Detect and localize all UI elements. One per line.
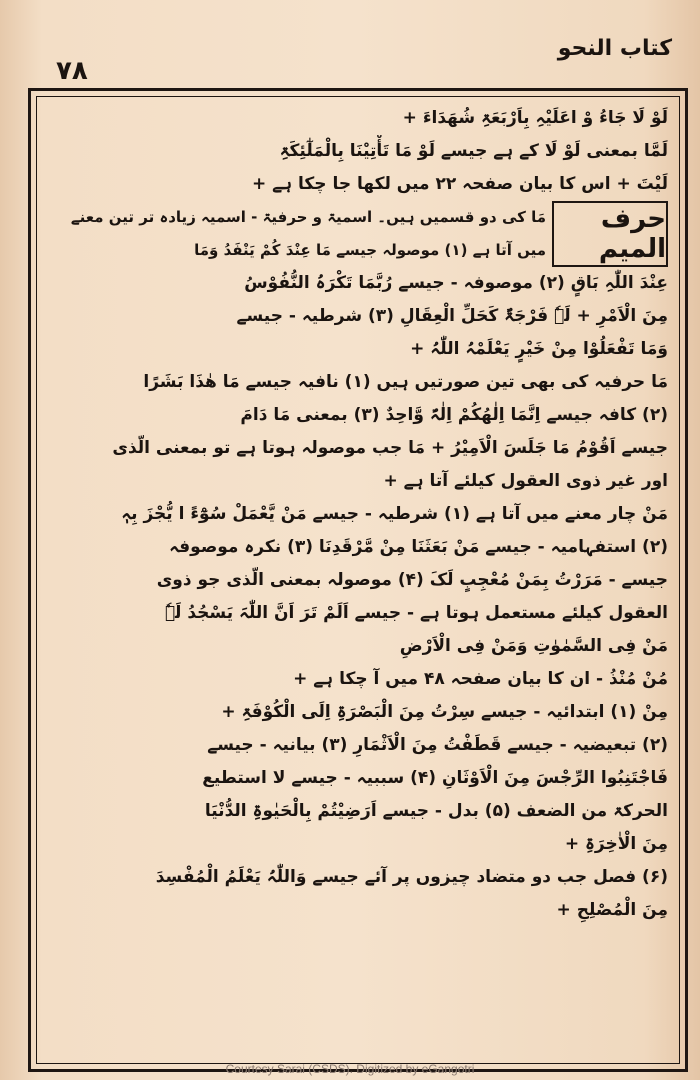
text-line: لَیْتَ + اس کا بیان صفحہ ۲۲ میں لکھا جا چکا ہے +	[252, 174, 668, 194]
text-line: (۲) تبعیضیہ - جیسے قَطَفْتُ مِنَ الْاَثْمَارِ (۳) بیانیہ - جیسے	[207, 735, 668, 755]
book-title: کتاب النحو	[557, 36, 672, 61]
text-line: الحرکۃ من الضعف (۵) بدل - جیسے اَرَضِیْتُمْ بِالْحَیٰوۃِ الدُّنْیَا	[204, 801, 668, 821]
text-line: جیسے اَقُوْمُ مَا جَلَسَ الْاَمِیْرُ + مَا جب موصولہ ہوتا ہے تو بمعنی الّذی	[112, 438, 668, 458]
section-heading-row	[44, 201, 668, 267]
page-number: ۷۸	[56, 56, 88, 86]
text-line: مِنَ الْاٰخِرَۃِ +	[564, 834, 668, 854]
section-heading-box: حرف المیم	[552, 201, 668, 267]
heading-side-text	[44, 201, 546, 267]
text-line: عِنْدَ اللّٰہِ بَاقٍ (۲) موصوفہ - جیسے رُبَّمَا تَکْرَہُ النُّفُوْسُ	[244, 273, 668, 293]
text-line: میں آتا ہے (۱) موصولہ جیسے مَا عِنْدَ کُمْ یَنْفَدُ وَمَا	[194, 241, 546, 259]
digitization-credit: Courtesy Sarai (CSDS). Digitized by eGangotri	[225, 1062, 475, 1076]
text-line: العقول کیلئے مستعمل ہوتا ہے - جیسے اَلَمْ تَرَ اَنَّ اللّٰہَ یَسْجُدُ لَہٗ	[164, 603, 668, 623]
text-line: لَمَّا بمعنی لَوْ لَا کے ہے جیسے لَوْ مَا تَأْتِیْنَا بِالْمَلٰٓئِکَۃِ	[279, 141, 668, 161]
text-line: فَاجْتَنِبُوا الرِّجْسَ مِنَ الْاَوْثَانِ (۴) سببیہ - جیسے لا استطیع	[202, 768, 668, 788]
text-line: مِنَ الْمُصْلِحِ +	[556, 900, 668, 920]
text-line: مِنْ (۱) ابتدائیہ - جیسے سِرْتُ مِنَ الْبَصْرَۃِ اِلَی الْکُوْفَۃِ +	[221, 702, 668, 722]
text-line: مَا حرفیہ کی بھی تین صورتیں ہیں (۱) نافیہ جیسے مَا ھٰذَا بَشَرًا	[143, 372, 668, 392]
text-line: لَوْ لَا جَاءُ وْ اعَلَیْہِ بِاَرْبَعَۃِ شُھَدَاءَ +	[402, 108, 668, 128]
text-line: (۲) استفہامیہ - جیسے مَنْ بَعَثَنَا مِنْ مَّرْقَدِنَا (۳) نکرہ موصوفہ	[169, 537, 668, 557]
text-line: مَا کی دو قسمیں ہیں۔ اسمیۃ و حرفیۃ - اسمیہ زیادہ تر تین معنے	[70, 208, 546, 226]
text-line: مَنْ چار معنے میں آتا ہے (۱) شرطیہ - جیسے مَنْ یَّعْمَلْ سُوْٓءً ا یُّجْزَ بِہٖ	[121, 504, 668, 524]
text-column	[44, 102, 668, 1058]
text-line: مُنْ مُنْذُ - ان کا بیان صفحہ ۴۸ میں آ چکا ہے +	[293, 669, 668, 689]
text-line: (۶) فصل جب دو متضاد چیزوں پر آئے جیسے وَاللّٰہُ یَعْلَمُ الْمُفْسِدَ	[155, 867, 668, 887]
text-line: اور غیر ذوی العقول کیلئے آتا ہے +	[383, 471, 668, 491]
text-line: جیسے - مَرَرْتُ بِمَنْ مُعْجِبٍ لَکَ (۴) موصولہ بمعنی الّذی جو ذوی	[156, 570, 668, 590]
text-line: وَمَا تَفْعَلُوْا مِنْ خَیْرٍ یَعْلَمْہُ اللّٰہُ +	[410, 339, 668, 359]
text-line: مَنْ فِی السَّمٰوٰتِ وَمَنْ فِی الْاَرْضِ	[399, 636, 668, 656]
text-line: (۲) کافہ جیسے اِنَّمَا اِلٰھُکُمْ اِلٰہٌ وَّاحِدٌ (۳) بمعنی مَا دَامَ	[240, 405, 668, 425]
text-line: مِنَ الْاَمْرِ + لَہٗ فَرْجَۃٌ کَحَلِّ الْعِقَالِ (۳) شرطیہ - جیسے	[236, 306, 668, 326]
